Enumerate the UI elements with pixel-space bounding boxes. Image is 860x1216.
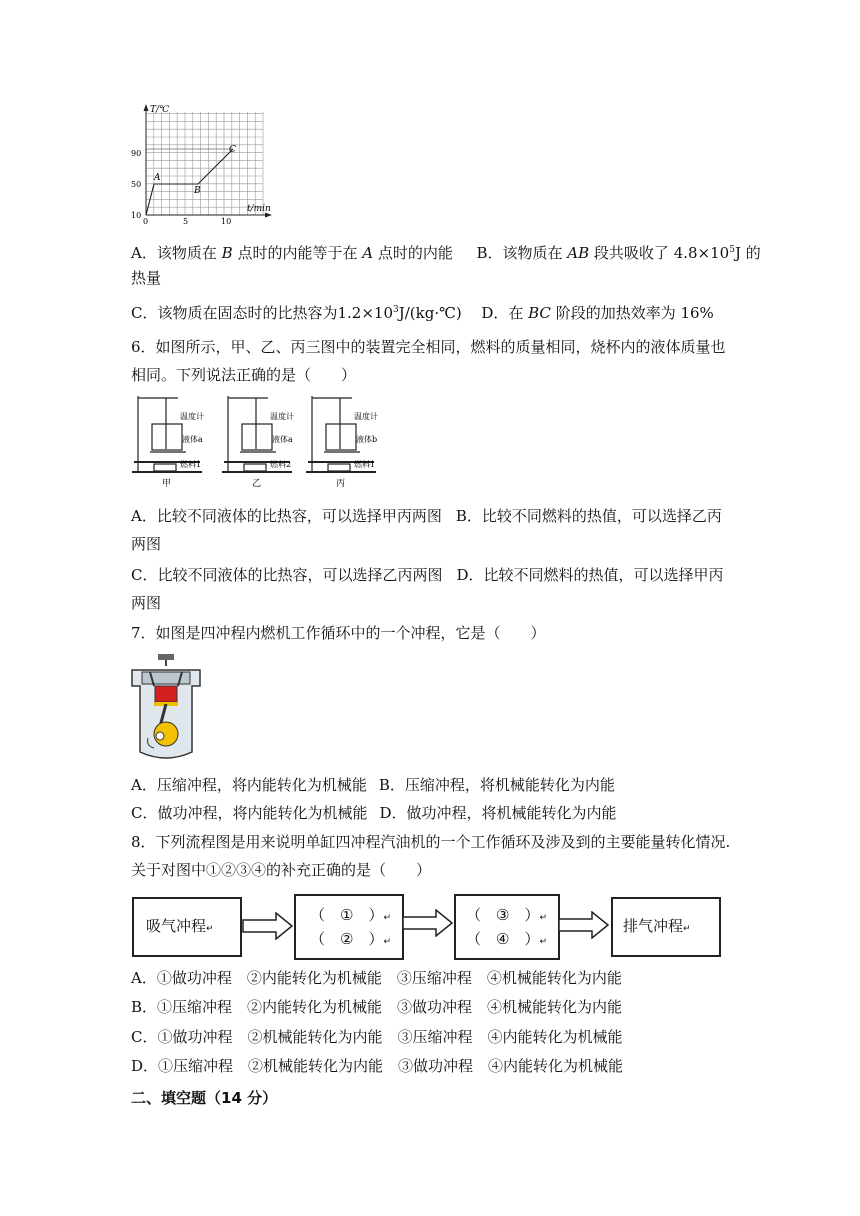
thermometer-label-2: 温度计: [270, 412, 294, 421]
point-a-label: A: [154, 173, 161, 183]
q7-option-c[interactable]: C．做功冲程，将内能转化为机械能: [131, 804, 368, 822]
temperature-time-graph: [128, 100, 278, 225]
q6-option-b[interactable]: B．比较不同燃料的热值，可以选择乙丙: [455, 507, 722, 525]
q8-option-d[interactable]: D．①压缩冲程 ②机械能转化为内能 ③做功冲程 ④内能转化为机械能: [131, 1057, 624, 1075]
point-c-label: C: [229, 145, 236, 155]
q8-option-c[interactable]: C．①做功冲程 ②机械能转化为内能 ③压缩冲程 ④内能转化为机械能: [131, 1028, 623, 1046]
thermometer-label-1: 温度计: [180, 412, 204, 421]
q7-option-b[interactable]: B．压缩冲程，将机械能转化为内能: [378, 776, 615, 794]
q7-option-d[interactable]: D．做功冲程，将机械能转化为内能: [379, 804, 617, 822]
figure-label-jia: 甲: [162, 479, 172, 488]
y-tick-90: 90: [131, 149, 142, 158]
engine-stroke-figure: [128, 652, 208, 762]
x-tick-5: 5: [183, 217, 189, 225]
q7-option-a-b-row: [131, 775, 615, 795]
q6-stem-line2: 相同。下列说法正确的是（ ）: [131, 366, 357, 384]
flow-arrow-3: [558, 911, 610, 939]
q6-apparatus-figure: [130, 394, 400, 488]
flow-box-2-line2: （ ② ）↵: [310, 930, 391, 948]
q5-option-a[interactable]: A．该物质在 B 点时的内能等于在 A 点时的内能: [131, 244, 453, 262]
q8-stem-line2: 关于对图中①②③④的补充正确的是（ ）: [131, 861, 432, 879]
figure-label-bing: 丙: [336, 479, 346, 488]
x-axis-label: t/min: [247, 204, 271, 214]
fuel1-label-3: 燃料1: [354, 460, 376, 469]
y-tick-10: 10: [131, 211, 142, 220]
q5-option-a-b-row: [131, 240, 761, 263]
figure-label-yi: 乙: [252, 479, 262, 488]
liquid-a-label-1: 液体a: [182, 435, 203, 444]
flow-arrow-2: [402, 909, 454, 937]
flow-box-intake-label: 吸气冲程↵: [146, 917, 214, 935]
y-axis-label: T/℃: [150, 105, 170, 115]
section-2-title: 二、填空题（14 分）: [131, 1089, 278, 1107]
q7-option-c-d-row: [131, 803, 617, 823]
liquid-a-label-2: 液体a: [272, 435, 293, 444]
flow-box-exhaust-label: 排气冲程↵: [623, 917, 691, 935]
q7-option-a[interactable]: A．压缩冲程，将内能转化为机械能: [131, 776, 367, 794]
q6-option-c[interactable]: C．比较不同液体的比热容，可以选择乙丙两图: [131, 566, 443, 584]
q5-option-c-d-row: [131, 300, 714, 323]
x-tick-10: 10: [221, 217, 232, 225]
flow-box-3-line2: （ ④ ）↵: [466, 930, 547, 948]
q6-option-a[interactable]: A．比较不同液体的比热容，可以选择甲丙两图: [131, 507, 442, 525]
q5-option-b-wrap: 热量: [131, 269, 162, 287]
q6-option-b-wrap: 两图: [131, 535, 162, 553]
q5-option-d[interactable]: D．在 BC 阶段的加热效率为 16%: [481, 304, 714, 322]
y-tick-50: 50: [131, 180, 142, 189]
q8-stem-line1: 8．下列流程图是用来说明单缸四冲程汽油机的一个工作循环及涉及到的主要能量转化情况.: [131, 833, 731, 851]
q6-option-a-b-row: [131, 506, 722, 526]
q6-stem-line1: 6．如图所示，甲、乙、丙三图中的装置完全相同，燃料的质量相同，烧杯内的液体质量也: [131, 338, 726, 356]
thermometer-label-3: 温度计: [354, 412, 378, 421]
q7-stem: 7．如图是四冲程内燃机工作循环中的一个冲程，它是（ ）: [131, 624, 546, 642]
flow-box-2-line1: （ ① ）↵: [310, 906, 391, 924]
point-b-label: B: [194, 186, 201, 196]
q6-option-c-d-row: [131, 565, 724, 585]
fuel2-label: 燃料2: [270, 460, 292, 469]
q8-option-a[interactable]: A．①做功冲程 ②内能转化为机械能 ③压缩冲程 ④机械能转化为内能: [131, 969, 622, 987]
liquid-b-label: 液体b: [356, 435, 378, 444]
q6-option-d[interactable]: D．比较不同燃料的热值，可以选择甲丙: [456, 566, 724, 584]
q8-option-b[interactable]: B．①压缩冲程 ②内能转化为机械能 ③做功冲程 ④机械能转化为内能: [131, 998, 623, 1016]
x-tick-0: 0: [143, 217, 149, 225]
fuel1-label-1: 燃料1: [180, 460, 202, 469]
q6-option-d-wrap: 两图: [131, 594, 162, 612]
q5-option-b[interactable]: B．该物质在 AB 段共吸收了 $4.8\times 10^5J$ 的: [476, 244, 761, 262]
flow-arrow-1: [242, 912, 294, 940]
flow-box-3-line1: （ ③ ）↵: [466, 906, 547, 924]
q5-option-c[interactable]: C．该物质在固态时的比热容为$1.2\times 10^3J/(kg\cdot℃)$: [131, 304, 462, 322]
